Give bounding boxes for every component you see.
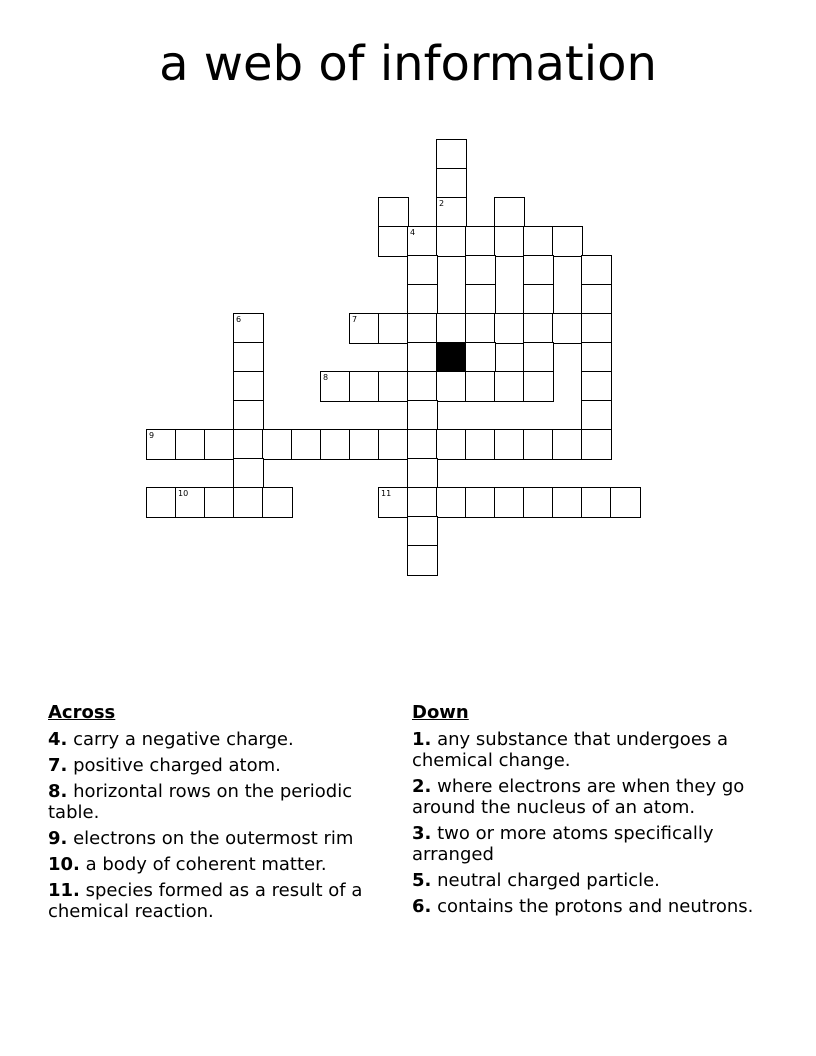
grid-cell[interactable] <box>581 284 612 315</box>
clue-number: 4 <box>410 228 416 237</box>
clue-number: 6 <box>236 315 242 324</box>
grid-cell[interactable] <box>407 487 438 518</box>
clue-number: 8 <box>323 373 329 382</box>
grid-cell[interactable] <box>494 371 525 402</box>
grid-cell[interactable] <box>552 226 583 257</box>
grid-cell[interactable] <box>581 342 612 373</box>
grid-cell[interactable] <box>349 313 380 344</box>
grid-cell[interactable] <box>523 226 554 257</box>
grid-cell[interactable] <box>291 429 322 460</box>
down-heading: Down <box>412 702 469 723</box>
clue-number: 2 <box>439 199 445 208</box>
grid-cell[interactable] <box>378 197 409 228</box>
grid-cell[interactable] <box>494 226 525 257</box>
grid-cell[interactable] <box>523 342 554 373</box>
clue-down-3: 3. two or more atoms specifically arranged <box>412 823 714 865</box>
grid-cell[interactable] <box>581 487 612 518</box>
grid-cell[interactable] <box>465 342 496 373</box>
grid-cell[interactable] <box>233 313 264 344</box>
clue-number: 9 <box>149 431 155 440</box>
clue-number: 10 <box>178 489 189 498</box>
grid-cell[interactable] <box>552 429 583 460</box>
clue-across-7: 7. positive charged atom. <box>48 755 281 776</box>
grid-cell[interactable] <box>407 429 438 460</box>
grid-cell[interactable] <box>204 487 235 518</box>
grid-cell[interactable] <box>378 429 409 460</box>
clue-number: 7 <box>352 315 358 324</box>
grid-cell[interactable] <box>146 429 177 460</box>
grid-cell[interactable] <box>465 371 496 402</box>
grid-cell[interactable] <box>407 284 438 315</box>
grid-cell[interactable] <box>378 226 409 257</box>
clue-across-10: 10. a body of coherent matter. <box>48 854 327 875</box>
grid-cell[interactable] <box>523 487 554 518</box>
grid-cell[interactable] <box>407 400 438 431</box>
grid-cell[interactable] <box>436 313 467 344</box>
grid-cell[interactable] <box>523 371 554 402</box>
grid-cell[interactable] <box>175 429 206 460</box>
grid-cell[interactable] <box>407 342 438 373</box>
grid-cell[interactable] <box>436 487 467 518</box>
grid-cell[interactable] <box>262 487 293 518</box>
grid-cell[interactable] <box>436 429 467 460</box>
grid-cell[interactable] <box>465 226 496 257</box>
grid-cell[interactable] <box>378 313 409 344</box>
grid-cell[interactable] <box>494 197 525 228</box>
grid-cell[interactable] <box>581 371 612 402</box>
grid-cell[interactable] <box>523 255 554 286</box>
grid-cell[interactable] <box>465 284 496 315</box>
grid-cell[interactable] <box>436 371 467 402</box>
grid-cell[interactable] <box>407 226 438 257</box>
grid-block-cell <box>436 342 467 373</box>
clue-across-4: 4. carry a negative charge. <box>48 729 294 750</box>
clue-down-6: 6. contains the protons and neutrons. <box>412 896 754 917</box>
grid-cell[interactable] <box>436 139 467 170</box>
grid-cell[interactable] <box>436 168 467 199</box>
grid-cell[interactable] <box>233 429 264 460</box>
clue-across-9: 9. electrons on the outermost rim <box>48 828 354 849</box>
grid-cell[interactable] <box>581 400 612 431</box>
clue-across-11: 11. species formed as a result of a chemical reaction. <box>48 880 363 922</box>
clue-down-2: 2. where electrons are when they go around the nucleus of an atom. <box>412 776 745 818</box>
clue-across-8: 8. horizontal rows on the periodic table. <box>48 781 353 823</box>
grid-cell[interactable] <box>407 545 438 576</box>
grid-cell[interactable] <box>407 458 438 489</box>
down-clues <box>412 702 757 917</box>
grid-cell[interactable] <box>407 313 438 344</box>
grid-cell[interactable] <box>378 487 409 518</box>
grid-cell[interactable] <box>465 487 496 518</box>
grid-cell[interactable] <box>320 371 351 402</box>
grid-cell[interactable] <box>378 371 409 402</box>
grid-cell[interactable] <box>407 516 438 547</box>
grid-cell[interactable] <box>465 255 496 286</box>
grid-cell[interactable] <box>552 487 583 518</box>
grid-cell[interactable] <box>436 226 467 257</box>
clue-down-5: 5. neutral charged particle. <box>412 870 660 891</box>
clue-down-1: 1. any substance that undergoes a chemical change. <box>412 729 729 771</box>
grid-cell[interactable] <box>581 255 612 286</box>
grid-cell[interactable] <box>436 197 467 228</box>
grid-cell[interactable] <box>581 313 612 344</box>
grid-cell[interactable] <box>233 487 264 518</box>
grid-cell[interactable] <box>610 487 641 518</box>
grid-cell[interactable] <box>349 371 380 402</box>
grid-cell[interactable] <box>494 429 525 460</box>
grid-cell[interactable] <box>233 400 264 431</box>
grid-cell[interactable] <box>233 371 264 402</box>
grid-cell[interactable] <box>494 313 525 344</box>
page-title: a web of information <box>159 36 657 92</box>
grid-cell[interactable] <box>233 458 264 489</box>
grid-cell[interactable] <box>523 313 554 344</box>
grid-cell[interactable] <box>262 429 293 460</box>
grid-cell[interactable] <box>523 429 554 460</box>
grid-cell[interactable] <box>175 487 206 518</box>
grid-cell[interactable] <box>465 429 496 460</box>
grid-cell[interactable] <box>465 313 496 344</box>
grid-cell[interactable] <box>494 487 525 518</box>
grid-cell[interactable] <box>146 487 177 518</box>
grid-cell[interactable] <box>581 429 612 460</box>
across-heading: Across <box>48 702 116 723</box>
clue-number: 11 <box>381 489 392 498</box>
grid-cell[interactable] <box>407 255 438 286</box>
across-clues <box>48 702 393 922</box>
grid-cell[interactable] <box>349 429 380 460</box>
grid-cell[interactable] <box>204 429 235 460</box>
grid-cell[interactable] <box>552 313 583 344</box>
grid-cell[interactable] <box>407 371 438 402</box>
grid-cell[interactable] <box>233 342 264 373</box>
grid-cell[interactable] <box>320 429 351 460</box>
grid-cell[interactable] <box>523 284 554 315</box>
